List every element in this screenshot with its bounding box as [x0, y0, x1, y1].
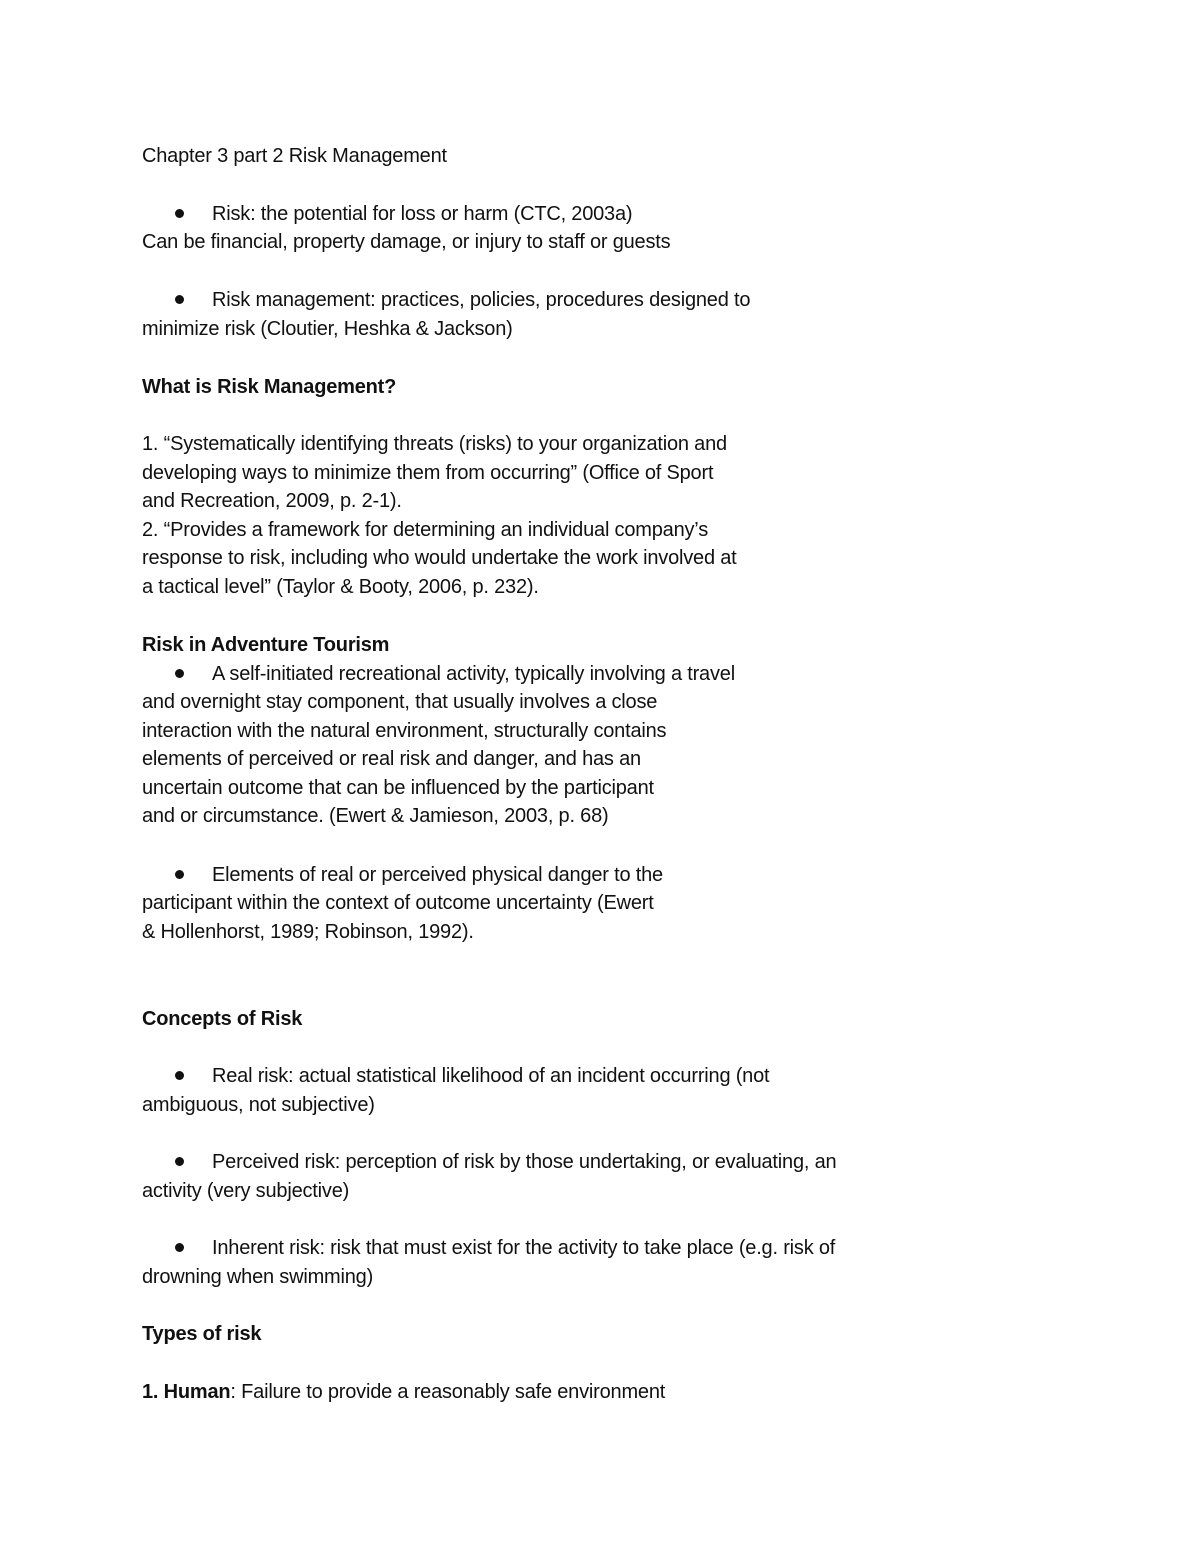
- inherent-risk-continuation: drowning when swimming): [142, 1266, 374, 1288]
- risk-type-item: [142, 1378, 665, 1406]
- real-risk-continuation: ambiguous, not subjective): [142, 1094, 375, 1116]
- bullet-physical-danger: Elements of real or perceived physical danger to the: [212, 864, 663, 886]
- definition-line: developing ways to minimize them from occurring” (Office of Sport: [142, 462, 714, 484]
- bullet-risk-definition: Risk: the potential for loss or harm (CTC, 2003a): [212, 203, 633, 225]
- definition-line: and Recreation, 2009, p. 2-1).: [142, 490, 402, 512]
- bullet-dot-icon: [175, 669, 184, 678]
- definition-line: 2. “Provides a framework for determining an individual company’s: [142, 519, 708, 541]
- adventure-continuation: uncertain outcome that can be influenced by the participant: [142, 777, 654, 799]
- risk-type-text: : Failure to provide a reasonably safe environment: [230, 1381, 666, 1403]
- risk-type-label: 1. Human: [142, 1381, 231, 1403]
- definition-line: response to risk, including who would undertake the work involved at: [142, 547, 737, 569]
- adventure-continuation: and or circumstance. (Ewert & Jamieson, 2003, p. 68): [142, 805, 609, 827]
- bullet-perceived-risk: Perceived risk: perception of risk by those undertaking, or evaluating, an: [212, 1151, 837, 1173]
- bullet-real-risk: Real risk: actual statistical likelihood of an incident occurring (not: [212, 1065, 770, 1087]
- adventure-continuation: elements of perceived or real risk and danger, and has an: [142, 748, 641, 770]
- physical-danger-continuation: & Hollenhorst, 1989; Robinson, 1992).: [142, 921, 474, 943]
- bullet-risk-continuation: Can be financial, property damage, or injury to staff or guests: [142, 231, 671, 253]
- definition-line: 1. “Systematically identifying threats (risks) to your organization and: [142, 433, 727, 455]
- bullet-dot-icon: [175, 1243, 184, 1252]
- adventure-continuation: interaction with the natural environment, structurally contains: [142, 720, 667, 742]
- bullet-inherent-risk: Inherent risk: risk that must exist for the activity to take place (e.g. risk of: [212, 1237, 836, 1259]
- section-heading-what-is: What is Risk Management?: [142, 376, 397, 398]
- perceived-risk-continuation: activity (very subjective): [142, 1180, 350, 1202]
- bullet-adventure-definition: A self-initiated recreational activity, typically involving a travel: [212, 663, 735, 685]
- bullet-dot-icon: [175, 1071, 184, 1080]
- page-title: Chapter 3 part 2 Risk Management: [142, 145, 447, 167]
- bullet-dot-icon: [175, 870, 184, 879]
- bullet-risk-management-continuation: minimize risk (Cloutier, Heshka & Jackson): [142, 318, 513, 340]
- bullet-dot-icon: [175, 295, 184, 304]
- definition-line: a tactical level” (Taylor & Booty, 2006, p. 232).: [142, 576, 539, 598]
- adventure-continuation: and overnight stay component, that usually involves a close: [142, 691, 658, 713]
- bullet-risk-management: Risk management: practices, policies, procedures designed to: [212, 289, 751, 311]
- section-heading-adventure: Risk in Adventure Tourism: [142, 634, 390, 656]
- section-heading-concepts: Concepts of Risk: [142, 1008, 303, 1030]
- physical-danger-continuation: participant within the context of outcome uncertainty (Ewert: [142, 892, 654, 914]
- section-heading-types: Types of risk: [142, 1323, 262, 1345]
- bullet-dot-icon: [175, 209, 184, 218]
- bullet-dot-icon: [175, 1157, 184, 1166]
